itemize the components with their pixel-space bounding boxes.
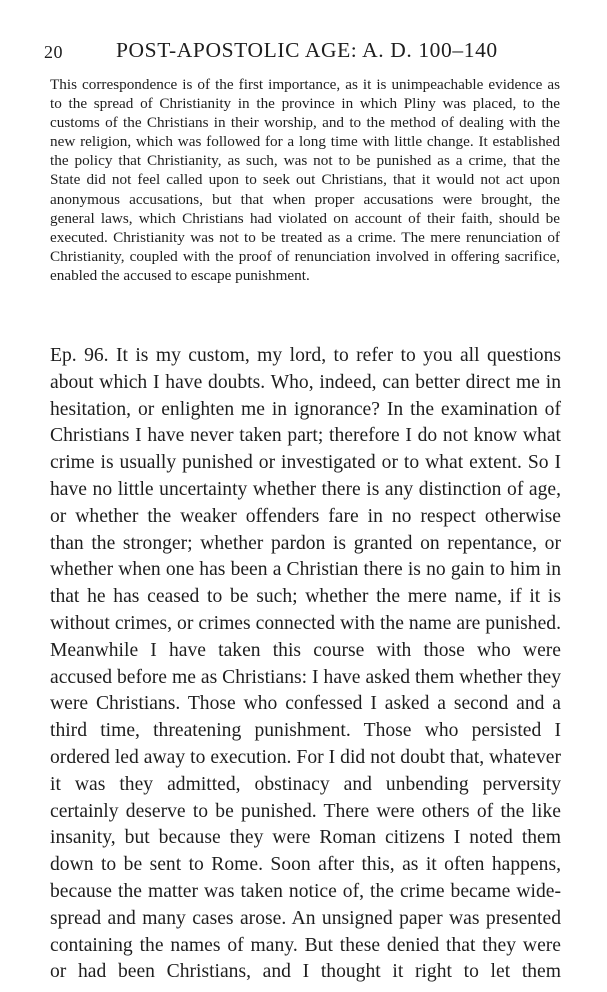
running-head: POST-APOSTOLIC AGE: A. D. 100–140 — [116, 38, 498, 62]
letter-text: Ep. 96. It is my custom, my lord, to refer to you all questions about which I have doubts. Who, indeed, can better direct me in hesitation, or enlighten me in ignorance? In the examination of Christians I have never taken part; therefore I do not know what crime is usually punished or investigated or to what extent. So I have no little uncertainty whether there is any distinction of age, or whether the weaker offenders fare in no respect otherwise than the stronger; whether pardon is granted on repentance, or whether when one has been a Christian there is no gain to him in that he has ceased to be such; whether the mere name, if it is without crimes, or crimes connected with the name are punished. Meanwhile I have taken this course with those who were accused before me as Christians: I have asked them whether they were Christians. Those who confessed I asked a second and a third time, threatening punishment. Those who persisted I ordered led away to execution. For I did not doubt that, whatever it was they admitted, obstinacy and unbending perversity certainly deserve to be punished. There were others of the like insanity, but because they were Roman citizens I noted them down to be sent to Rome. Soon after this, as it often happens, because the matter was taken notice of, the crime became wide-spread and many cases arose. An unsigned paper was presented containing the names of many. But these denied that they were or had been Christians, and I thought it right to let them — [50, 345, 561, 983]
page-number: 20 — [44, 42, 63, 62]
page-header — [44, 38, 564, 64]
commentary-paragraph: This correspondence is of the first importance, as it is unimpeachable evidence as to the spread of Christianity in the province in which Pliny was placed, to the customs of the Christians in their worship, and to the method of dealing with the new religion, which was followed for a long time with little change. It established the policy that Christianity, as such, was not to be punished as a crime, that the State did not feel called upon to seek out Christians, that it would not act upon anonymous accusations, but that when proper accusations were brought, the general laws, which Christians had violated on account of their faith, should be executed. Christianity was not to be treated as a crime. The mere renunciation of Christianity, coupled with the proof of renunciation involved in offering sacrifice, enabled the accused to escape punishment. — [50, 76, 560, 284]
